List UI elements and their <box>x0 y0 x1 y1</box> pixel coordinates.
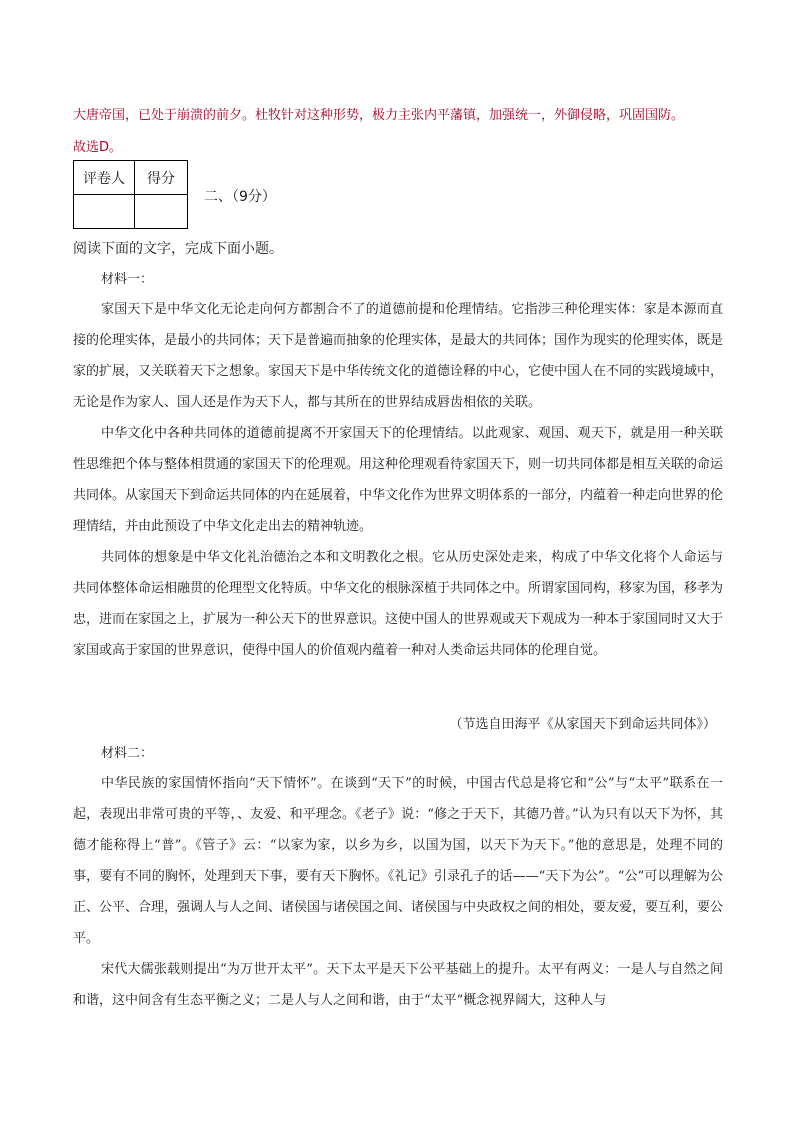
grader-header-cell: 评卷人 <box>74 161 135 195</box>
score-blank-cell[interactable] <box>135 195 188 229</box>
score-header-cell: 得分 <box>135 161 188 195</box>
answer-choice-line: 故选D。 <box>73 140 123 155</box>
material1-source: （节选自田海平《从家国天下到命运共同体》） <box>449 717 716 732</box>
material1-paragraph: 共同体的想象是中华文化礼治德治之本和文明教化之根。它从历史深处走来，构成了中华文化将个人命运与共同体整体命运相融贯的伦理型文化特质。中华文化的根脉深植于共同体之中。所谓家国同构，移家为国，移孝为忠，进而在家国之上，扩展为一种公天下的世界意识。这使中国人的世界观或天下观成为一种本于家国同时又大于家国或高于家国的世界意识，使得中国人的价值观内蕴着一种对人类命运共同体的伦理自觉。 <box>73 550 724 658</box>
section-title: 二、（9分） <box>204 189 276 205</box>
material1-paragraph: 家国天下是中华文化无论走向何方都割合不了的道德前提和伦理情结。它指涉三种伦理实体：家是本源而直接的伦理实体，是最小的共同体；天下是普遍而抽象的伦理实体，是最大的共同体；国作为现实的伦理实体，既是家的扩展，又关联着天下之想象。家国天下是中华传统文化的道德诠释的中心，它使中国人在不同的实践境域中，无论是作为家人、国人还是作为天下人，都与其所在的世界结成唇齿相依的关联。 <box>73 302 724 410</box>
material1-label: 材料一： <box>101 272 154 287</box>
reading-instruction: 阅读下面的文字，完成下面小题。 <box>73 241 283 257</box>
score-table <box>73 160 188 229</box>
material1-body <box>73 294 723 666</box>
grader-blank-cell[interactable] <box>74 195 135 229</box>
material1-paragraph: 中华文化中各种共同体的道德前提离不开家国天下的伦理情结。以此观家、观国、观天下，就是用一种关联性思维把个体与整体相贯通的家国天下的伦理观。用这种伦理观看待家国天下，则一切共同体都是相互关联的命运共同体。从家国天下到命运共同体的内在延展着，中华文化作为世界文明体系的一部分，内蕴着一种走向世界的伦理情结，并由此预设了中华文化走出去的精神轨迹。 <box>73 426 724 534</box>
material2-label: 材料二： <box>101 746 154 761</box>
answer-explanation-line: 大唐帝国，已处于崩溃的前夕。杜牧针对这种形势，极力主张内平藩镇，加强统一，外御侵略，巩固国防。 <box>73 108 685 123</box>
material2-paragraph: 宋代大儒张载则提出“为万世开太平”。天下太平是天下公平基础上的提升。太平有两义：一是人与自然之间和谐，这中间含有生态平衡之义；二是人与人之间和谐，由于“太平”概念视界阔大，这种人与 <box>73 962 723 1008</box>
material2-paragraph: 中华民族的家国情怀指向“天下情怀”。在谈到“天下”的时候，中国古代总是将它和“公”与“太平”联系在一起，表现出非常可贵的平等，、友爱、和平理念。《老子》说：“修之于天下，其德乃普。”认为只有以天下为怀，其德才能称得上“普”。《管子》云：“以家为家，以乡为乡，以国为国，以天下为天下。”他的意思是，处理不同的事，要有不同的胸怀，处理到天下事，要有天下胸怀。《礼记》引录孔子的话——“天下为公”。“公”可以理解为公正、公平、合理，强调人与人之间、诸侯国与诸侯国之间、诸侯国与中央政权之间的相处，要友爱，要互利，要公平。 <box>73 776 724 946</box>
material2-body <box>73 768 723 1016</box>
